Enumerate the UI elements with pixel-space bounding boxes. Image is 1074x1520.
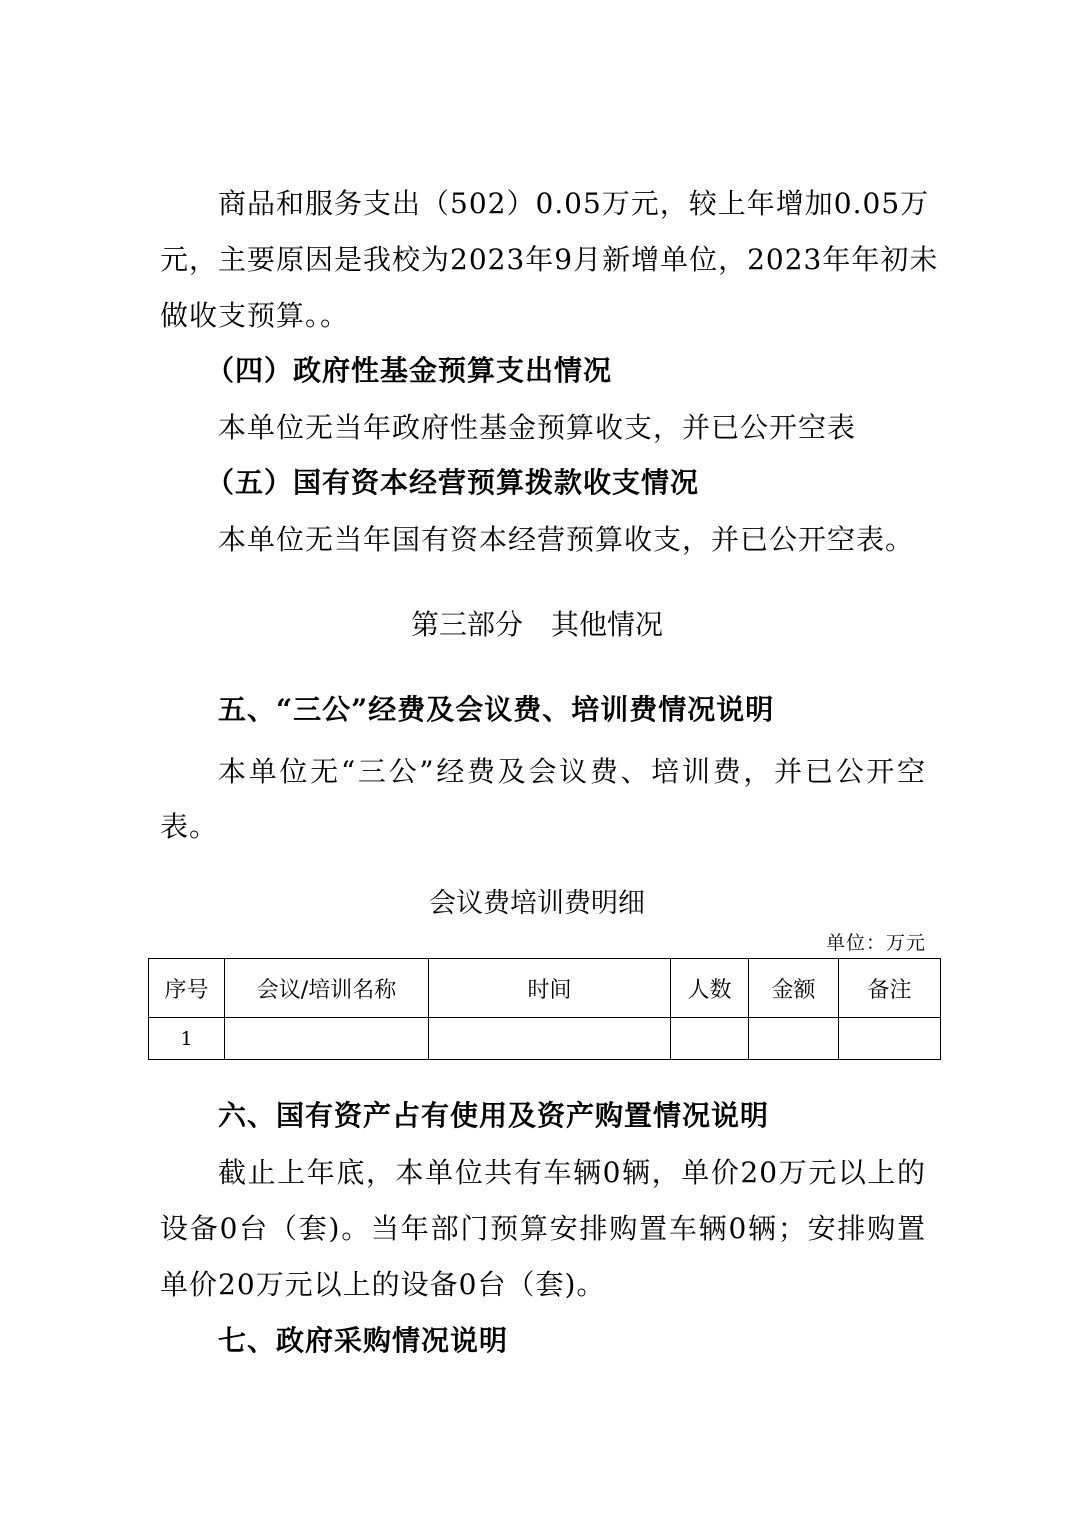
table-cell bbox=[429, 1018, 671, 1060]
table-cell: 1 bbox=[149, 1018, 225, 1060]
paragraph-line: 本单位无当年国有资本经营预算收支，并已公开空表。 bbox=[218, 523, 915, 556]
column-header-count: 人数 bbox=[671, 959, 749, 1018]
paragraph-line: 做收支预算。。 bbox=[160, 299, 350, 332]
paragraph-line: 截止上年底，本单位共有车辆0辆，单价20万元以上的 bbox=[218, 1156, 926, 1189]
column-header-amount: 金额 bbox=[749, 959, 839, 1018]
paragraph-line: 本单位无“三公”经费及会议费、培训费，并已公开空 bbox=[218, 755, 926, 788]
paragraph-line: 商品和服务支出（502）0.05万元，较上年增加0.05万 bbox=[218, 187, 930, 220]
section-heading-six: 六、国有资产占有使用及资产购置情况说明 bbox=[218, 1099, 770, 1132]
table-cell bbox=[839, 1018, 941, 1060]
meeting-training-table bbox=[148, 958, 941, 1060]
section-heading-seven: 七、政府采购情况说明 bbox=[218, 1324, 509, 1357]
column-header-index: 序号 bbox=[149, 959, 225, 1018]
paragraph-line: 设备0台（套)。当年部门预算安排购置车辆0辆；安排购置 bbox=[160, 1212, 926, 1245]
table-row bbox=[149, 1018, 941, 1060]
table-cell bbox=[671, 1018, 749, 1060]
section-heading-5: （五）国有资本经营预算拨款收支情况 bbox=[206, 466, 700, 499]
table-cell bbox=[749, 1018, 839, 1060]
part-three-title: 第三部分 其他情况 bbox=[410, 608, 663, 641]
table-cell bbox=[225, 1018, 429, 1060]
column-header-remark: 备注 bbox=[839, 959, 941, 1018]
column-header-time: 时间 bbox=[429, 959, 671, 1018]
paragraph-line: 表。 bbox=[160, 810, 219, 843]
column-header-name: 会议/培训名称 bbox=[225, 959, 429, 1018]
paragraph-line: 单价20万元以上的设备0台（套)。 bbox=[160, 1268, 606, 1301]
table-title: 会议费培训费明细 bbox=[429, 888, 645, 919]
section-heading-five: 五、“三公”经费及会议费、培训费情况说明 bbox=[218, 693, 775, 726]
table-unit: 单位：万元 bbox=[825, 932, 926, 954]
table-header-row bbox=[149, 959, 941, 1018]
paragraph-line: 元，主要原因是我校为2023年9月新增单位，2023年年初未 bbox=[160, 243, 939, 276]
paragraph-line: 本单位无当年政府性基金预算收支，并已公开空表 bbox=[218, 411, 857, 444]
section-heading-4: （四）政府性基金预算支出情况 bbox=[206, 354, 613, 387]
